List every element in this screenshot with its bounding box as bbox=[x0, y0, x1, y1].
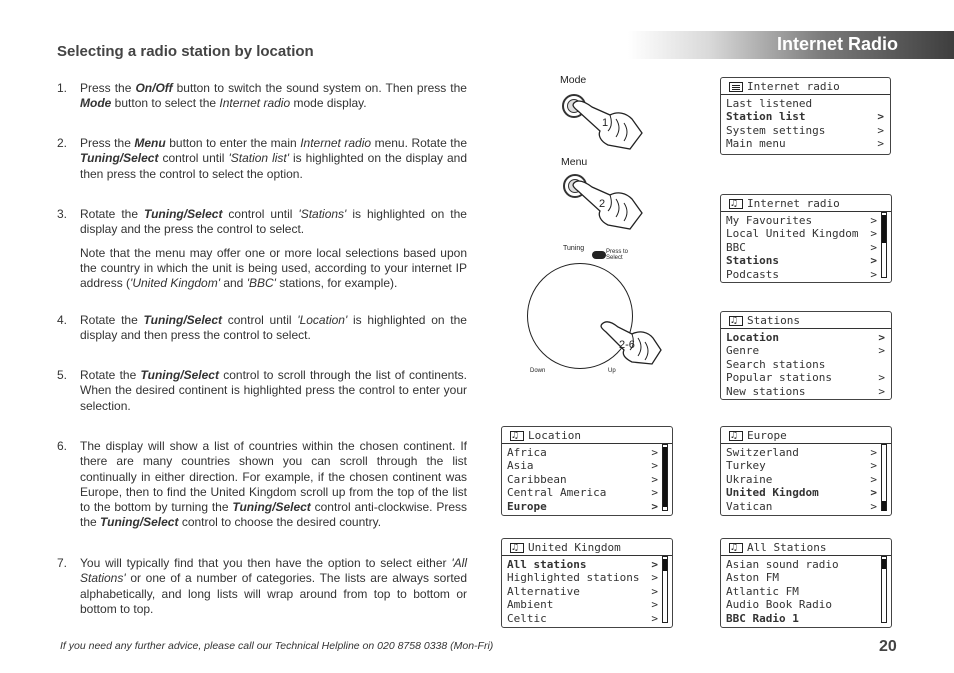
lcd-display bbox=[720, 77, 891, 155]
lcd-item-label: Central America bbox=[507, 486, 607, 500]
lcd-item-label: Main menu bbox=[726, 137, 786, 151]
lcd-item-label: Asian sound radio bbox=[726, 558, 839, 571]
chevron-right-icon: > bbox=[878, 384, 885, 398]
lcd-menu-item[interactable] bbox=[726, 558, 887, 571]
lcd-menu-item[interactable] bbox=[726, 598, 887, 611]
step-6 bbox=[57, 439, 467, 531]
lcd-title bbox=[502, 541, 672, 556]
chevron-right-icon: > bbox=[877, 137, 884, 151]
lcd-menu-item[interactable] bbox=[726, 124, 886, 137]
chevron-right-icon: > bbox=[651, 486, 658, 500]
lcd-menu-item[interactable] bbox=[507, 473, 668, 486]
lcd-menu-item[interactable] bbox=[726, 500, 887, 513]
lcd-menu-item[interactable] bbox=[726, 268, 887, 281]
lcd-title bbox=[721, 314, 891, 329]
chevron-right-icon: > bbox=[870, 459, 877, 473]
lcd-menu-item[interactable] bbox=[726, 585, 887, 598]
lcd-item-label: BBC Radio 1 bbox=[726, 611, 799, 625]
step-2 bbox=[57, 136, 467, 182]
lcd-item-label: Vatican bbox=[726, 499, 773, 513]
lcd-title-text: Internet radio bbox=[747, 197, 840, 210]
lcd-title bbox=[721, 80, 890, 95]
lcd-menu-item[interactable] bbox=[507, 486, 668, 499]
lcd-menu-item[interactable] bbox=[726, 227, 887, 240]
lcd-menu-item[interactable] bbox=[726, 110, 886, 123]
scrollbar-thumb bbox=[882, 559, 886, 569]
lcd-item-label: New stations bbox=[726, 384, 806, 398]
chevron-right-icon: > bbox=[878, 331, 885, 344]
music-notes-icon bbox=[729, 543, 743, 553]
down-label: Down bbox=[530, 368, 546, 374]
lcd-item-label: Atlantic FM bbox=[726, 584, 799, 598]
chevron-right-icon: > bbox=[651, 459, 658, 473]
chevron-right-icon: > bbox=[878, 371, 885, 385]
lcd-menu-item[interactable] bbox=[726, 612, 887, 625]
scrollbar bbox=[662, 444, 668, 511]
chevron-right-icon: > bbox=[870, 254, 877, 268]
lcd-menu-item[interactable] bbox=[726, 137, 886, 150]
lcd-title-text: All Stations bbox=[747, 541, 827, 554]
lcd-menu-item[interactable] bbox=[507, 598, 668, 611]
chevron-right-icon: > bbox=[870, 446, 877, 459]
lcd-display bbox=[501, 538, 673, 628]
press-select-icon bbox=[592, 251, 606, 259]
music-notes-icon bbox=[729, 199, 743, 209]
lcd-item-label: Celtic bbox=[507, 611, 547, 625]
lcd-menu-item[interactable] bbox=[726, 254, 887, 267]
lcd-item-label: Stations bbox=[726, 254, 779, 268]
scrollbar bbox=[662, 556, 668, 623]
chevron-right-icon: > bbox=[651, 571, 658, 585]
lcd-item-label: Caribbean bbox=[507, 472, 567, 486]
page-title: Internet Radio bbox=[776, 34, 898, 54]
step-7 bbox=[57, 556, 467, 617]
chevron-right-icon: > bbox=[651, 446, 658, 459]
step-marker: 2 bbox=[599, 198, 606, 210]
lcd-menu-item[interactable] bbox=[726, 459, 887, 472]
lcd-item-label: Ambient bbox=[507, 598, 554, 612]
lcd-menu-item[interactable] bbox=[507, 446, 668, 459]
lcd-title-text: Stations bbox=[747, 314, 800, 327]
music-notes-icon bbox=[510, 543, 524, 553]
lcd-item-label: Alternative bbox=[507, 584, 580, 598]
page-number: 20 bbox=[879, 638, 897, 655]
lcd-item-label: Africa bbox=[507, 446, 547, 459]
scrollbar bbox=[881, 556, 887, 623]
lcd-menu-item[interactable] bbox=[507, 571, 668, 584]
footer-note: If you need any further advice, please call our Technical Helpline on 020 8758 0338 (Mon-Fri) bbox=[60, 640, 494, 652]
lcd-item-label: Local United Kingdom bbox=[726, 227, 859, 241]
lcd-item-label: Station list bbox=[726, 110, 806, 124]
step-marker: 1 bbox=[602, 117, 609, 129]
lcd-item-label: System settings bbox=[726, 123, 826, 137]
lcd-item-label: Turkey bbox=[726, 459, 766, 473]
step-number: 5. bbox=[57, 368, 68, 382]
lcd-display bbox=[720, 538, 892, 628]
lcd-item-label: Aston FM bbox=[726, 571, 779, 585]
step-number: 7. bbox=[57, 556, 68, 570]
scrollbar bbox=[881, 212, 887, 278]
lcd-menu-item[interactable] bbox=[507, 459, 668, 472]
lcd-title-text: United Kingdom bbox=[528, 541, 621, 554]
lcd-menu-item[interactable] bbox=[507, 500, 668, 513]
lcd-menu-item[interactable] bbox=[726, 385, 887, 398]
chevron-right-icon: > bbox=[870, 486, 877, 500]
lcd-item-label: All stations bbox=[507, 558, 587, 571]
chevron-right-icon: > bbox=[877, 123, 884, 137]
lcd-item-label: Switzerland bbox=[726, 446, 799, 459]
lcd-display bbox=[720, 311, 892, 400]
lcd-menu-item[interactable] bbox=[507, 558, 668, 571]
lcd-title-text: Europe bbox=[747, 429, 787, 442]
step-number: 4. bbox=[57, 313, 68, 327]
step-text: Press the Menu button to enter the main Internet radio menu. Rotate the Tuning/Select control until 'Station list' is highlighted on the display and then press the control to select the option. bbox=[80, 136, 467, 181]
header-bar bbox=[628, 31, 954, 59]
step-text: Rotate the Tuning/Select control until 'Location' is highlighted on the display and then press the control to select. bbox=[80, 313, 467, 343]
step-3 bbox=[57, 207, 467, 291]
step-text: Press the On/Off button to switch the sound system on. Then press the Mode button to select the Internet radio mode display. bbox=[80, 81, 467, 111]
music-notes-icon bbox=[729, 316, 743, 326]
scrollbar-thumb bbox=[663, 447, 667, 507]
scrollbar-thumb bbox=[882, 215, 886, 243]
lcd-title bbox=[721, 197, 891, 212]
lcd-item-label: Popular stations bbox=[726, 371, 832, 385]
lcd-item-label: Last listened bbox=[726, 97, 813, 110]
lcd-menu-item[interactable] bbox=[726, 241, 887, 254]
lcd-item-label: BBC bbox=[726, 240, 746, 254]
chevron-right-icon: > bbox=[651, 558, 658, 571]
lcd-item-label: Asia bbox=[507, 459, 534, 473]
step-number: 2. bbox=[57, 136, 68, 150]
scrollbar-thumb bbox=[663, 559, 667, 571]
step-1 bbox=[57, 81, 467, 112]
mode-label: Mode bbox=[560, 74, 587, 86]
step-number: 1. bbox=[57, 81, 68, 95]
step-number: 6. bbox=[57, 439, 68, 453]
chevron-right-icon: > bbox=[651, 472, 658, 486]
lcd-display bbox=[501, 426, 673, 516]
music-notes-icon bbox=[729, 431, 743, 441]
lcd-menu-item[interactable] bbox=[726, 486, 887, 499]
lcd-item-label: Location bbox=[726, 331, 779, 344]
lcd-display bbox=[720, 426, 892, 516]
chevron-right-icon: > bbox=[870, 214, 877, 227]
chevron-right-icon: > bbox=[878, 344, 885, 358]
lcd-menu-item[interactable] bbox=[726, 571, 887, 584]
step-text: You will typically find that you then have the option to select either 'All Stations' or one of a number of categories. The lists are always sorted alphabetically, and long lists will wrap around from top to bottom or bottom to top. bbox=[80, 556, 467, 616]
lcd-item-label: Highlighted stations bbox=[507, 571, 640, 585]
step-text: The display will show a list of countries within the chosen continent. If there are many countries shown you can scroll through the list continually in either direction. For example, if the chosen continent was Europe, then to find the United Kingdom scroll up from the top of the list to the bottom by turning the Tuning/Select control anti-clockwise. Press the Tuning/Select control to choose the desired country. bbox=[80, 439, 467, 530]
chevron-right-icon: > bbox=[651, 499, 658, 513]
lcd-menu-item[interactable] bbox=[726, 473, 887, 486]
section-heading: Selecting a radio station by location bbox=[57, 43, 314, 60]
step-number: 3. bbox=[57, 207, 68, 221]
lcd-item-label: Europe bbox=[507, 499, 547, 513]
music-notes-icon bbox=[510, 431, 524, 441]
lcd-menu-item[interactable] bbox=[726, 358, 887, 371]
lcd-item-label: Audio Book Radio bbox=[726, 598, 832, 612]
step-marker: 2-6 bbox=[619, 339, 635, 351]
up-label: Up bbox=[608, 368, 616, 374]
step-note: Note that the menu may offer one or more local selections based upon the country in which the unit is being used, according to your internet IP address ('United Kingdom' and 'BBC' stations, for example). bbox=[80, 245, 467, 291]
lcd-menu-item[interactable] bbox=[726, 214, 887, 227]
lcd-item-label: Podcasts bbox=[726, 267, 779, 281]
chevron-right-icon: > bbox=[651, 598, 658, 612]
chevron-right-icon: > bbox=[877, 110, 884, 124]
lcd-display bbox=[720, 194, 892, 283]
step-5 bbox=[57, 368, 467, 414]
lcd-title bbox=[721, 541, 891, 556]
list-icon bbox=[729, 82, 743, 92]
tuning-label: Tuning bbox=[563, 245, 585, 252]
lcd-title-text: Location bbox=[528, 429, 581, 442]
press-to-label: Press to bbox=[606, 249, 629, 255]
scrollbar bbox=[881, 444, 887, 511]
lcd-menu-item[interactable] bbox=[507, 585, 668, 598]
lcd-title-text: Internet radio bbox=[747, 80, 840, 93]
lcd-item-label: Search stations bbox=[726, 357, 826, 371]
chevron-right-icon: > bbox=[870, 267, 877, 281]
lcd-menu-item[interactable] bbox=[726, 331, 887, 344]
step-text: Rotate the Tuning/Select control until 'Stations' is highlighted on the display and the press the control to select. bbox=[80, 207, 467, 237]
lcd-item-label: My Favourites bbox=[726, 214, 813, 227]
select-label: Select bbox=[606, 255, 623, 261]
chevron-right-icon: > bbox=[651, 584, 658, 598]
chevron-right-icon: > bbox=[651, 611, 658, 625]
lcd-title bbox=[721, 429, 891, 444]
scrollbar-thumb bbox=[882, 501, 886, 511]
lcd-menu-item[interactable] bbox=[726, 97, 886, 110]
chevron-right-icon: > bbox=[870, 240, 877, 254]
menu-label: Menu bbox=[561, 156, 588, 168]
pointing-hand-icon bbox=[570, 177, 645, 232]
chevron-right-icon: > bbox=[870, 499, 877, 513]
lcd-title bbox=[502, 429, 672, 444]
chevron-right-icon: > bbox=[870, 472, 877, 486]
lcd-menu-item[interactable] bbox=[726, 344, 887, 357]
step-4 bbox=[57, 313, 467, 344]
chevron-right-icon: > bbox=[870, 227, 877, 241]
lcd-item-label: Genre bbox=[726, 344, 760, 358]
lcd-menu-item[interactable] bbox=[726, 371, 887, 384]
step-text: Rotate the Tuning/Select control to scroll through the list of continents. When the desired continent is highlighted press the control to enter your selection. bbox=[80, 368, 467, 413]
lcd-item-label: United Kingdom bbox=[726, 486, 819, 500]
lcd-menu-item[interactable] bbox=[726, 446, 887, 459]
lcd-menu-item[interactable] bbox=[507, 612, 668, 625]
lcd-item-label: Ukraine bbox=[726, 472, 773, 486]
